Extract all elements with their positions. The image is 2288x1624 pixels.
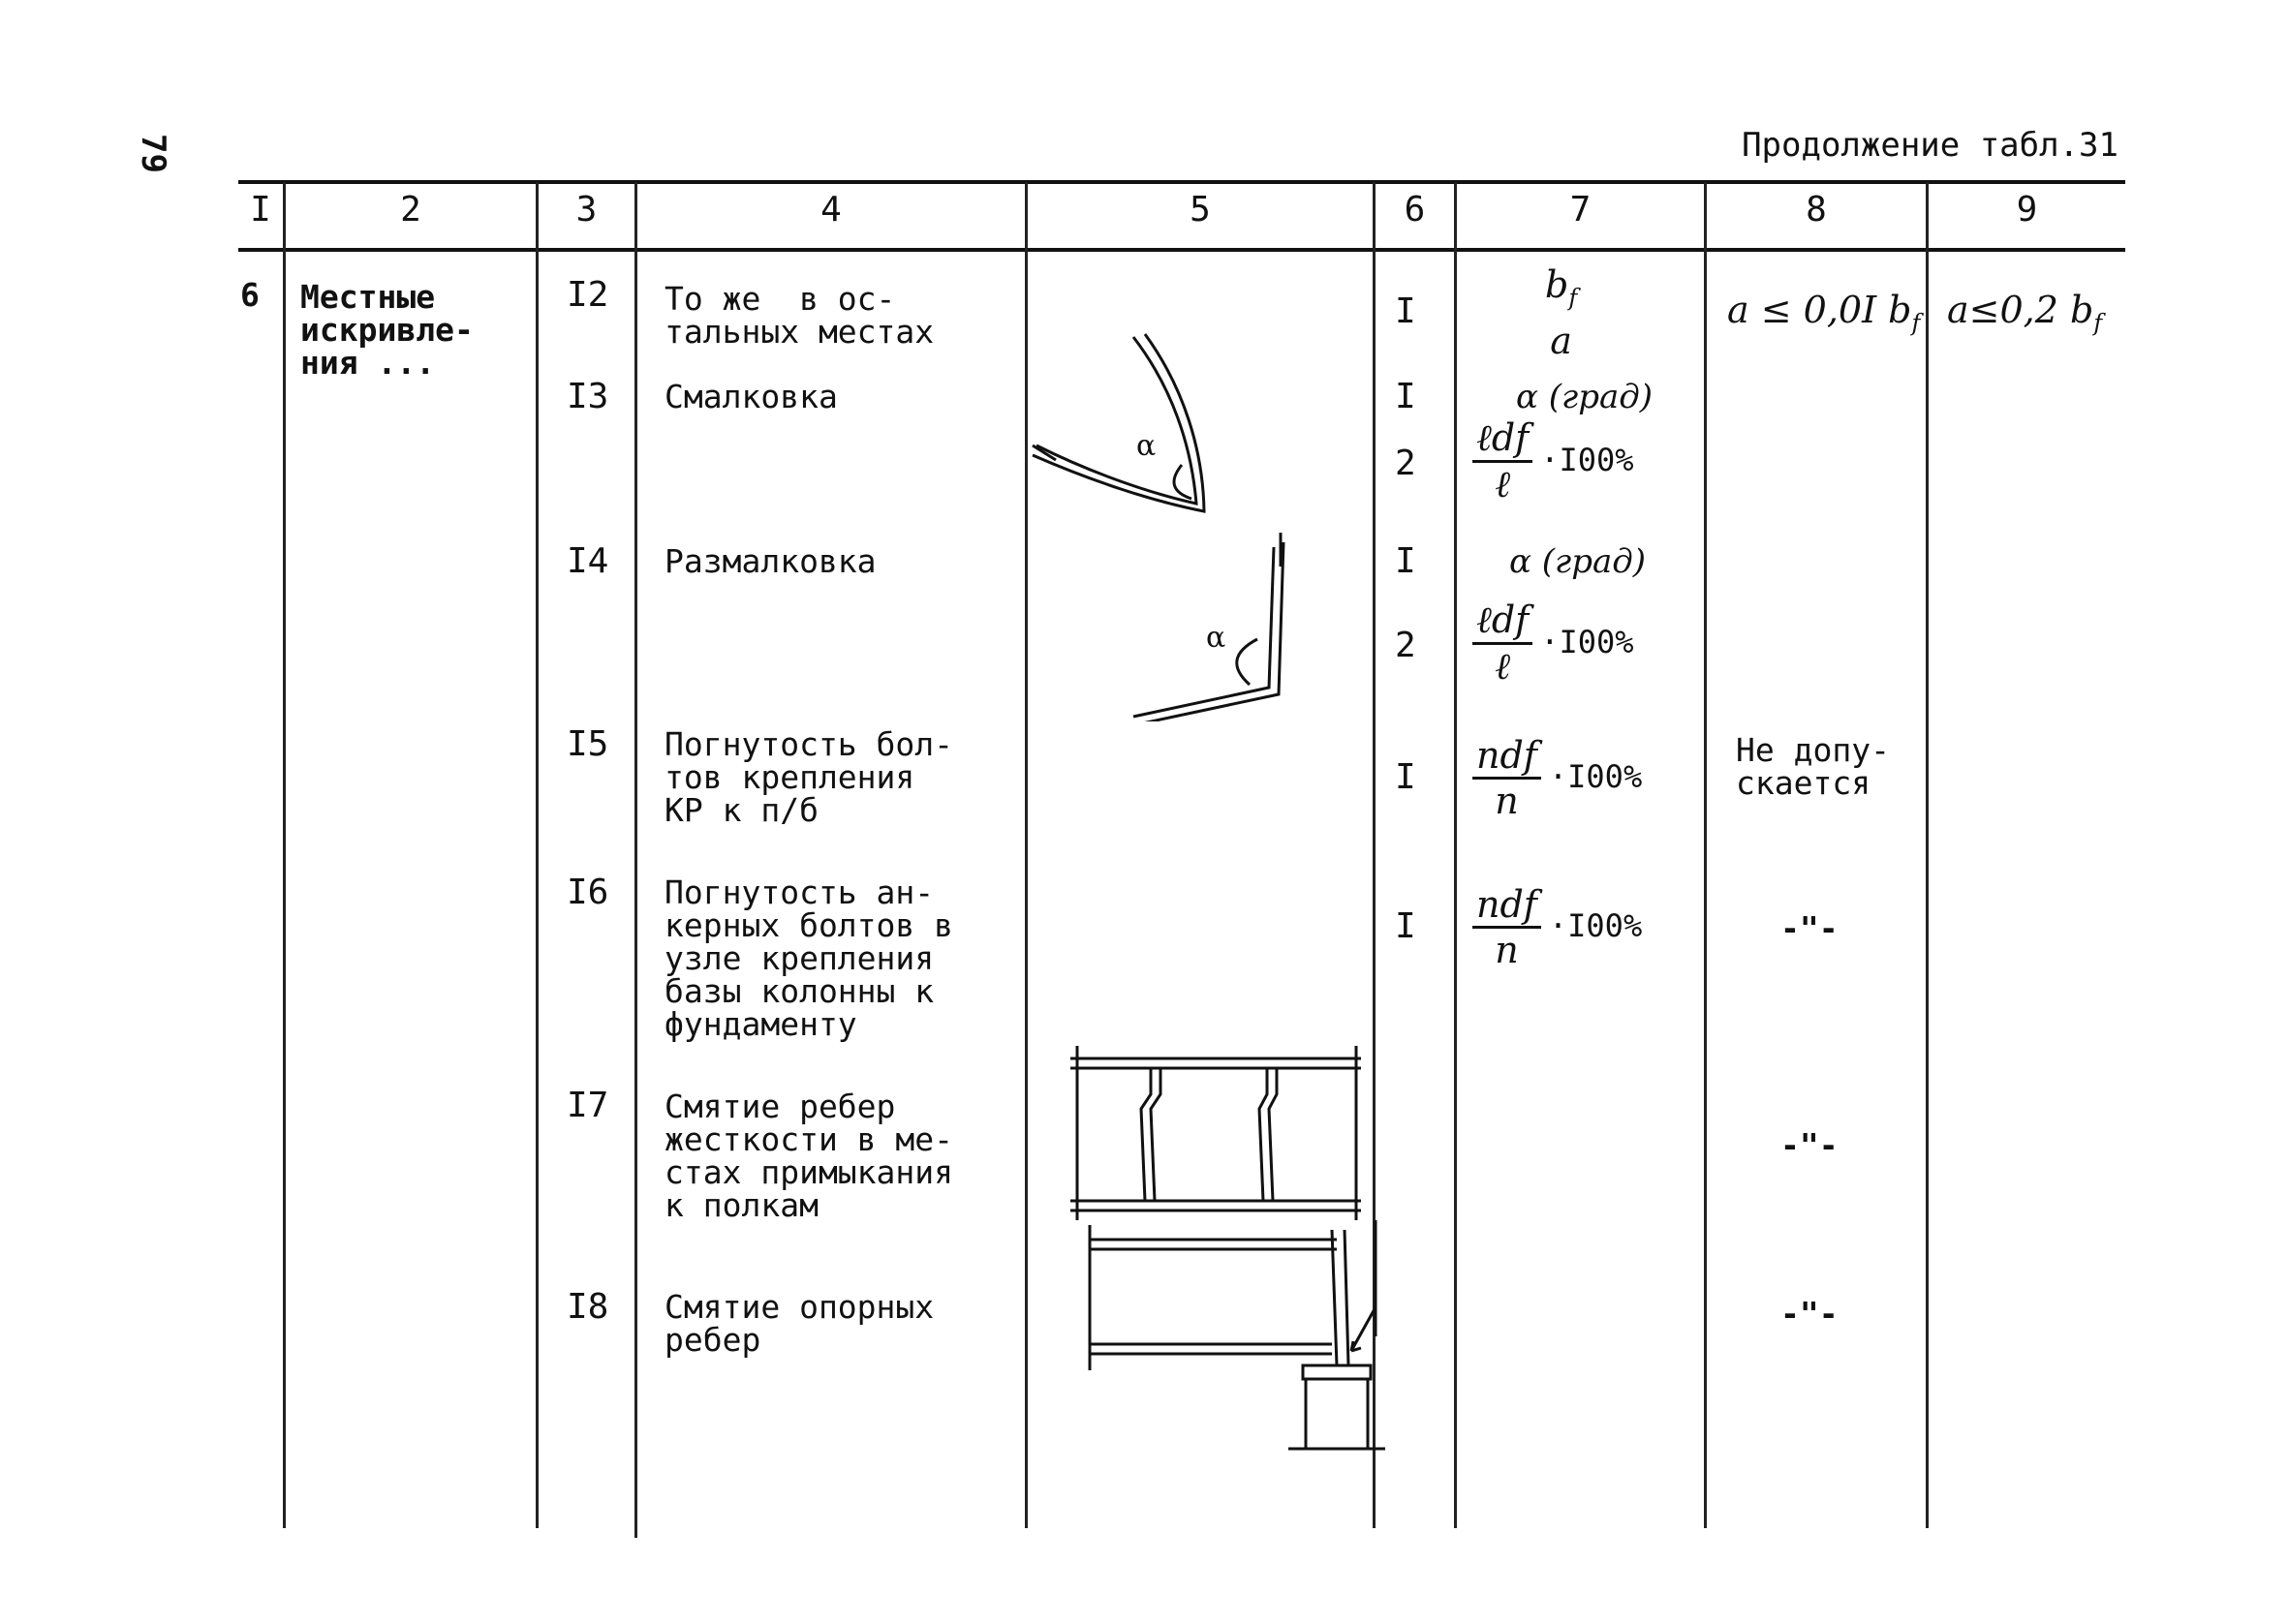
header-bottom-rule bbox=[238, 248, 2125, 252]
frac-den: ℓ bbox=[1495, 645, 1511, 688]
frac-num: ℓdf bbox=[1472, 598, 1532, 645]
row-title: Смалковка bbox=[665, 378, 838, 415]
limit-col8 bbox=[1727, 289, 1920, 337]
limit-col9 bbox=[1947, 289, 2102, 337]
sketch-label: α bbox=[1136, 429, 1157, 463]
limit-text: a ≤ 0,0I b bbox=[1727, 289, 1912, 331]
row-title: Размалковка bbox=[665, 542, 877, 580]
col-header-1: I bbox=[250, 190, 271, 230]
limit-col8: -"- bbox=[1780, 1295, 1839, 1333]
row-title: Смятие опорных ребер bbox=[665, 1288, 935, 1359]
limit-sub: f bbox=[1911, 309, 1921, 337]
smalkovka-sketch bbox=[1027, 320, 1221, 523]
param-fraction bbox=[1472, 416, 1634, 506]
row-title: Погнутость бол- тов крепления КР к п/б bbox=[665, 725, 954, 829]
frac-suffix: ·I00% bbox=[1548, 907, 1643, 944]
col-divider-8 bbox=[1926, 182, 1929, 1528]
row-code: I4 bbox=[567, 541, 609, 581]
frac-num: ndf bbox=[1472, 883, 1541, 929]
col-divider-6 bbox=[1454, 182, 1457, 1528]
row-code: I5 bbox=[567, 724, 609, 764]
item-index: I bbox=[1395, 906, 1416, 946]
row-title: То же в ос- тальных местах bbox=[665, 280, 935, 351]
frac-den: n bbox=[1495, 929, 1519, 971]
row-code: I7 bbox=[567, 1086, 609, 1125]
limit-sub: f bbox=[2093, 309, 2103, 337]
sketch-label: α bbox=[1206, 621, 1226, 655]
limit-col8: -"- bbox=[1780, 909, 1839, 947]
table-caption: Продолжение табл.31 bbox=[1742, 126, 2118, 165]
param-fraction bbox=[1472, 598, 1634, 689]
razmalkovka-sketch bbox=[1114, 528, 1308, 721]
col-divider-7 bbox=[1704, 182, 1707, 1528]
item-index: 2 bbox=[1395, 444, 1416, 483]
col-header-6: 6 bbox=[1404, 190, 1426, 230]
param-fraction bbox=[1472, 883, 1642, 971]
frac-den: ℓ bbox=[1495, 463, 1511, 506]
stiffener-crush-sketch bbox=[1066, 1041, 1385, 1235]
item-index: I bbox=[1395, 377, 1416, 416]
row-code: I8 bbox=[567, 1287, 609, 1327]
limit-col8: Не допу- скается bbox=[1736, 731, 1890, 802]
col-header-3: 3 bbox=[575, 190, 598, 230]
row-code: I6 bbox=[567, 873, 609, 912]
group-name: Местные искривле- ния ... bbox=[300, 278, 474, 382]
limit-col8: -"- bbox=[1780, 1126, 1839, 1164]
col-divider-1 bbox=[283, 182, 286, 1528]
param-den: a bbox=[1550, 319, 1572, 362]
item-index: I bbox=[1395, 757, 1416, 797]
col-divider-2 bbox=[536, 182, 539, 1528]
param-num-sub: f bbox=[1568, 284, 1578, 312]
row-code: I3 bbox=[567, 377, 609, 416]
header-top-rule bbox=[238, 180, 2125, 184]
col-divider-3 bbox=[634, 182, 637, 1538]
item-index: I bbox=[1395, 541, 1416, 581]
param-ratio bbox=[1545, 263, 1577, 362]
col-header-9: 9 bbox=[2016, 190, 2038, 230]
frac-den: n bbox=[1495, 780, 1519, 822]
param-fraction bbox=[1472, 734, 1642, 822]
param-num: b bbox=[1545, 263, 1569, 306]
frac-num: ndf bbox=[1472, 734, 1541, 780]
row-title: Погнутость ан- керных болтов в узле крепления базы колонны к фундаменту bbox=[665, 873, 954, 1043]
col-header-8: 8 bbox=[1806, 190, 1827, 230]
group-number: 6 bbox=[240, 276, 260, 314]
frac-num: ℓdf bbox=[1472, 416, 1532, 463]
param-angle: α (град) bbox=[1516, 378, 1654, 416]
col-header-5: 5 bbox=[1190, 190, 1211, 230]
col-header-7: 7 bbox=[1569, 190, 1592, 230]
row-code: I2 bbox=[567, 275, 609, 315]
page-number: 79 bbox=[134, 134, 172, 173]
row-title: Смятие ребер жесткости в ме- стах примыкания к полкам bbox=[665, 1088, 954, 1224]
support-rib-crush-sketch bbox=[1085, 1220, 1395, 1462]
param-angle: α (град) bbox=[1509, 542, 1647, 581]
limit-text: a≤0,2 b bbox=[1947, 289, 2094, 331]
frac-suffix: ·I00% bbox=[1540, 442, 1634, 478]
frac-suffix: ·I00% bbox=[1540, 624, 1634, 660]
item-index: 2 bbox=[1395, 626, 1416, 665]
col-header-4: 4 bbox=[820, 190, 842, 230]
col-header-2: 2 bbox=[400, 190, 421, 230]
item-index: I bbox=[1395, 291, 1416, 331]
frac-suffix: ·I00% bbox=[1548, 758, 1643, 795]
